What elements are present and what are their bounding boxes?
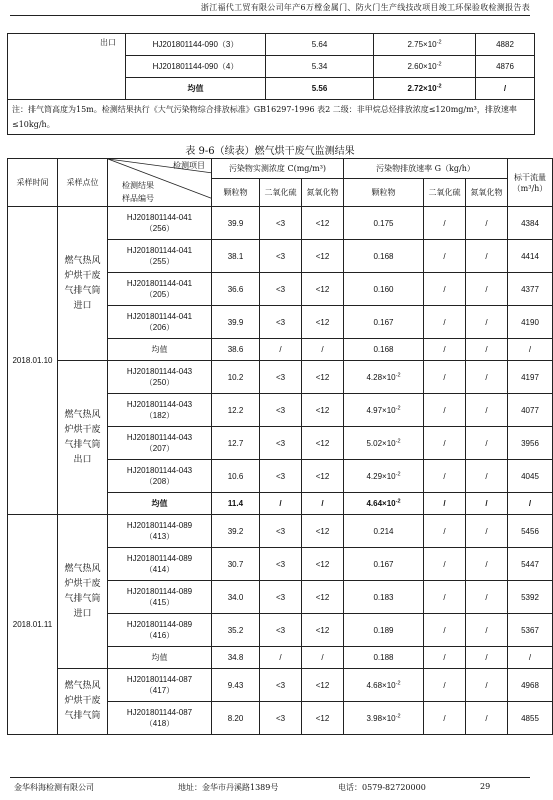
pm-emission-rate: $3.98\times 10^{-2}$	[344, 702, 424, 735]
sample-id-code: HJ201801144-089	[126, 521, 193, 530]
sample-id	[108, 460, 212, 493]
sample-id-code: HJ201801144-087	[126, 708, 193, 717]
so2-concentration: /	[260, 339, 302, 361]
sample-id-code: HJ201801144-041	[126, 279, 193, 288]
so2-concentration: <3	[260, 306, 302, 339]
nox-emission-rate: /	[466, 647, 508, 669]
pm-emission-rate: 0.168	[344, 339, 424, 361]
header-so2: 二氧化硫	[424, 179, 466, 207]
nox-concentration: <12	[302, 207, 344, 240]
sample-id	[108, 515, 212, 548]
sample-id-code: HJ201801144-041	[126, 213, 193, 222]
table-row	[8, 34, 535, 56]
emission-rate: $2.72\times 10^{-2}$	[374, 78, 476, 100]
sample-id-number: （206）	[144, 323, 175, 332]
sample-id-number: （255）	[144, 257, 175, 266]
sample-id-number: （414）	[144, 565, 175, 574]
header-item: 检测项目	[173, 161, 205, 170]
pm-concentration: 39.9	[212, 306, 260, 339]
note-row	[8, 100, 535, 135]
flow: 5367	[508, 614, 553, 647]
pm-concentration: 34.8	[212, 647, 260, 669]
flow: 5392	[508, 581, 553, 614]
average-label: 均值	[108, 493, 212, 515]
nox-concentration: /	[302, 339, 344, 361]
nox-concentration: <12	[302, 306, 344, 339]
nox-concentration: <12	[302, 548, 344, 581]
nox-emission-rate: /	[466, 702, 508, 735]
concentration: 5.34	[266, 56, 374, 78]
header-sample: 样品编号	[122, 194, 154, 203]
so2-concentration: <3	[260, 581, 302, 614]
header-nox: 氮氧化物	[302, 179, 344, 207]
so2-emission-rate: /	[424, 427, 466, 460]
header-flow: 标干流量（m³/h）	[508, 159, 553, 207]
nox-emission-rate: /	[466, 669, 508, 702]
pm-emission-rate: 0.160	[344, 273, 424, 306]
sample-id-number: （256）	[144, 224, 175, 233]
flow: /	[508, 339, 553, 361]
flow: 4197	[508, 361, 553, 394]
pm-emission-rate: 0.188	[344, 647, 424, 669]
so2-concentration: <3	[260, 548, 302, 581]
header-concentration-group: 污染物实测浓度 C(mg/m³)	[212, 159, 344, 179]
so2-concentration: <3	[260, 515, 302, 548]
nox-emission-rate: /	[466, 460, 508, 493]
flow: 4882	[476, 34, 535, 56]
pm-emission-rate: $4.68\times 10^{-2}$	[344, 669, 424, 702]
sample-id-number: （207）	[144, 444, 175, 453]
nox-concentration: <12	[302, 581, 344, 614]
nox-emission-rate: /	[466, 306, 508, 339]
header-pm: 颗粒物	[212, 179, 260, 207]
pm-emission-rate: 0.183	[344, 581, 424, 614]
nox-concentration: <12	[302, 427, 344, 460]
pm-concentration: 35.2	[212, 614, 260, 647]
sample-id-code: HJ201801144-043	[126, 433, 193, 442]
outlet-result-table	[7, 33, 535, 135]
nox-concentration: /	[302, 493, 344, 515]
flow: 4045	[508, 460, 553, 493]
sample-id-number: （417）	[144, 686, 175, 695]
pm-emission-rate: $4.64\times 10^{-2}$	[344, 493, 424, 515]
sample-id-code: HJ201801144-041	[126, 246, 193, 255]
emission-rate: $2.60\times 10^{-2}$	[374, 56, 476, 78]
sample-id	[108, 581, 212, 614]
nox-emission-rate: /	[466, 273, 508, 306]
flow: 5447	[508, 548, 553, 581]
sample-id-number: （250）	[144, 378, 175, 387]
pm-emission-rate: $4.97\times 10^{-2}$	[344, 394, 424, 427]
sample-id	[108, 273, 212, 306]
so2-emission-rate: /	[424, 647, 466, 669]
nox-emission-rate: /	[466, 207, 508, 240]
sample-id-code: HJ201801144-087	[126, 675, 193, 684]
emission-rate: $2.75\times 10^{-2}$	[374, 34, 476, 56]
sample-id-number: （182）	[144, 411, 175, 420]
sample-id-number: （418）	[144, 719, 175, 728]
so2-emission-rate: /	[424, 515, 466, 548]
pm-emission-rate: 0.214	[344, 515, 424, 548]
footer-phone: 电话：0579-82720000	[338, 783, 426, 792]
sample-id	[108, 240, 212, 273]
nox-concentration: <12	[302, 614, 344, 647]
sample-id	[108, 669, 212, 702]
so2-emission-rate: /	[424, 339, 466, 361]
nox-emission-rate: /	[466, 515, 508, 548]
pm-concentration: 10.2	[212, 361, 260, 394]
sample-id-code: HJ201801144-089	[126, 620, 193, 629]
header-row	[8, 159, 553, 179]
nox-emission-rate: /	[466, 394, 508, 427]
sample-id	[108, 614, 212, 647]
sampling-point: 出口	[8, 34, 126, 100]
pm-concentration: 12.2	[212, 394, 260, 427]
nox-emission-rate: /	[466, 614, 508, 647]
so2-emission-rate: /	[424, 361, 466, 394]
so2-emission-rate: /	[424, 548, 466, 581]
pm-emission-rate: 0.167	[344, 548, 424, 581]
flow: /	[508, 493, 553, 515]
sample-id	[108, 361, 212, 394]
flow: /	[476, 78, 535, 100]
so2-concentration: /	[260, 647, 302, 669]
pm-concentration: 39.9	[212, 207, 260, 240]
average-label: 均值	[108, 339, 212, 361]
sample-id	[108, 207, 212, 240]
sampling-date: 2018.01.10	[8, 207, 58, 515]
flow: 4384	[508, 207, 553, 240]
table-title: 表 9-6（续表）燃气烘干废气监测结果	[185, 146, 355, 157]
nox-concentration: <12	[302, 361, 344, 394]
pm-emission-rate: 0.175	[344, 207, 424, 240]
nox-emission-rate: /	[466, 240, 508, 273]
sample-id	[108, 702, 212, 735]
sample-id	[108, 394, 212, 427]
concentration: 5.64	[266, 34, 374, 56]
so2-concentration: <3	[260, 273, 302, 306]
nox-emission-rate: /	[466, 548, 508, 581]
flow: 5456	[508, 515, 553, 548]
pm-emission-rate: 0.189	[344, 614, 424, 647]
pm-concentration: 34.0	[212, 581, 260, 614]
so2-emission-rate: /	[424, 460, 466, 493]
so2-concentration: <3	[260, 669, 302, 702]
flow: 4377	[508, 273, 553, 306]
sample-id-code: HJ201801144-089	[126, 554, 193, 563]
flow: 4855	[508, 702, 553, 735]
table-row	[8, 515, 553, 548]
sample-id	[108, 548, 212, 581]
header-nox: 氮氧化物	[466, 179, 508, 207]
so2-emission-rate: /	[424, 273, 466, 306]
table-row	[8, 669, 553, 702]
standard-note: 注：排气筒高度为15m。检测结果执行《大气污染物综合排放标准》GB16297-1996 表2 二级：非甲烷总烃排放浓度≤120mg/m³，排放速率≤10kg/h。	[8, 100, 535, 135]
sample-id-number: （416）	[144, 631, 175, 640]
header-rule	[10, 15, 530, 16]
sample-id	[108, 306, 212, 339]
header-time: 采样时间	[8, 159, 58, 207]
so2-concentration: <3	[260, 207, 302, 240]
sampling-point: 燃气热风炉烘干废气排气筒进口	[58, 515, 108, 669]
header-point: 采样点位	[58, 159, 108, 207]
pm-emission-rate: 0.168	[344, 240, 424, 273]
sample-id	[108, 427, 212, 460]
nox-concentration: <12	[302, 515, 344, 548]
so2-emission-rate: /	[424, 207, 466, 240]
average-label: 均值	[108, 647, 212, 669]
so2-emission-rate: /	[424, 581, 466, 614]
sample-id-code: HJ201801144-043	[126, 466, 193, 475]
nox-concentration: <12	[302, 394, 344, 427]
flow: 4077	[508, 394, 553, 427]
monitoring-results-table	[7, 158, 553, 735]
nox-concentration: <12	[302, 669, 344, 702]
so2-concentration: <3	[260, 240, 302, 273]
page-number: 29	[480, 782, 491, 791]
sampling-point: 燃气热风炉烘干废气排气筒	[58, 669, 108, 735]
nox-emission-rate: /	[466, 493, 508, 515]
nox-concentration: <12	[302, 273, 344, 306]
pm-concentration: 38.6	[212, 339, 260, 361]
pm-emission-rate: $5.02\times 10^{-2}$	[344, 427, 424, 460]
page-header: 浙江福代工贸有限公司年产6万樘金属门、防火门生产线技改项目竣工环保验收检测报告表	[200, 3, 530, 12]
flow: 4190	[508, 306, 553, 339]
header-rate-group: 污染物排放速率 G（kg/h）	[344, 159, 508, 179]
sample-id-number: （205）	[144, 290, 175, 299]
flow: /	[508, 647, 553, 669]
sample-id: HJ201801144-090（4）	[126, 56, 266, 78]
header-so2: 二氧化硫	[260, 179, 302, 207]
pm-concentration: 38.1	[212, 240, 260, 273]
footer-company: 金华科海检测有限公司	[14, 783, 94, 792]
sampling-date: 2018.01.11	[8, 515, 58, 735]
so2-concentration: <3	[260, 394, 302, 427]
pm-concentration: 8.20	[212, 702, 260, 735]
nox-concentration: /	[302, 647, 344, 669]
sample-id-number: （208）	[144, 477, 175, 486]
so2-emission-rate: /	[424, 669, 466, 702]
flow: 4414	[508, 240, 553, 273]
flow: 4968	[508, 669, 553, 702]
pm-concentration: 12.7	[212, 427, 260, 460]
pm-emission-rate: 0.167	[344, 306, 424, 339]
table-row	[8, 361, 553, 394]
sample-id-code: HJ201801144-043	[126, 400, 193, 409]
header-pm: 颗粒物	[344, 179, 424, 207]
so2-emission-rate: /	[424, 240, 466, 273]
flow: 3956	[508, 427, 553, 460]
header-result: 检测结果	[122, 181, 154, 190]
sample-id-code: HJ201801144-041	[126, 312, 193, 321]
pm-concentration: 11.4	[212, 493, 260, 515]
flow: 4876	[476, 56, 535, 78]
nox-concentration: <12	[302, 702, 344, 735]
so2-concentration: /	[260, 493, 302, 515]
pm-concentration: 10.6	[212, 460, 260, 493]
so2-concentration: <3	[260, 460, 302, 493]
header-diagonal	[108, 159, 212, 207]
so2-emission-rate: /	[424, 702, 466, 735]
footer-rule	[10, 777, 530, 778]
table-row	[8, 207, 553, 240]
pm-emission-rate: $4.28\times 10^{-2}$	[344, 361, 424, 394]
so2-emission-rate: /	[424, 614, 466, 647]
average-label: 均值	[126, 78, 266, 100]
pm-concentration: 9.43	[212, 669, 260, 702]
so2-concentration: <3	[260, 427, 302, 460]
nox-emission-rate: /	[466, 427, 508, 460]
sample-id-code: HJ201801144-043	[126, 367, 193, 376]
pm-concentration: 36.6	[212, 273, 260, 306]
concentration: 5.56	[266, 78, 374, 100]
nox-concentration: <12	[302, 240, 344, 273]
so2-emission-rate: /	[424, 394, 466, 427]
sampling-point: 燃气热风炉烘干废气排气筒进口	[58, 207, 108, 361]
sample-id-number: （415）	[144, 598, 175, 607]
so2-emission-rate: /	[424, 306, 466, 339]
nox-concentration: <12	[302, 460, 344, 493]
pm-concentration: 39.2	[212, 515, 260, 548]
footer-address: 地址：金华市丹溪路1389号	[178, 783, 279, 792]
nox-emission-rate: /	[466, 361, 508, 394]
so2-concentration: <3	[260, 361, 302, 394]
sample-id-number: （413）	[144, 532, 175, 541]
so2-concentration: <3	[260, 614, 302, 647]
pm-concentration: 30.7	[212, 548, 260, 581]
sample-id: HJ201801144-090（3）	[126, 34, 266, 56]
nox-emission-rate: /	[466, 339, 508, 361]
sample-id-code: HJ201801144-089	[126, 587, 193, 596]
pm-emission-rate: $4.29\times 10^{-2}$	[344, 460, 424, 493]
sampling-point: 燃气热风炉烘干废气排气筒出口	[58, 361, 108, 515]
nox-emission-rate: /	[466, 581, 508, 614]
so2-emission-rate: /	[424, 493, 466, 515]
so2-concentration: <3	[260, 702, 302, 735]
